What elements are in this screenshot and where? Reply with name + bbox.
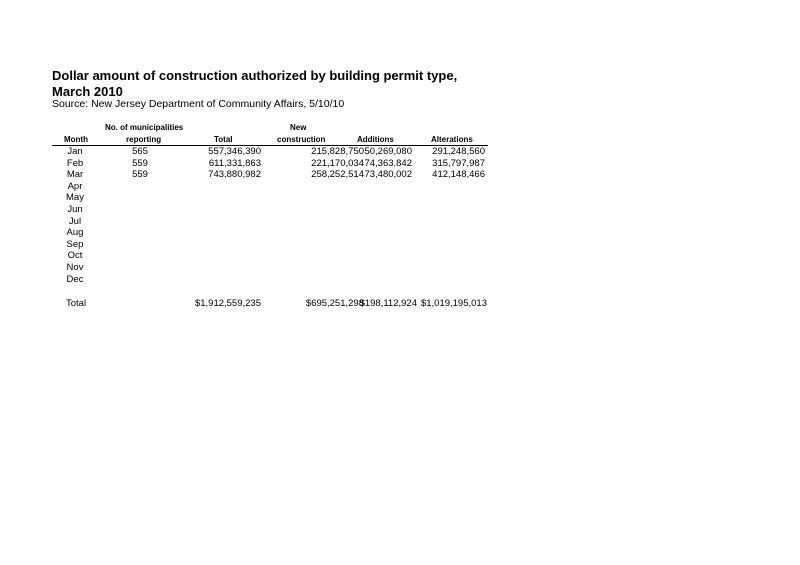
cell-alterations: 291,248,560 xyxy=(432,146,485,157)
totals-new: $695,251,298 xyxy=(305,298,364,309)
header-alterations: Alterations xyxy=(431,135,473,144)
report-title-line-1: Dollar amount of construction authorized by building permit type, xyxy=(52,68,458,83)
cell-new-construction: 221,170,034 xyxy=(311,157,364,169)
report-title xyxy=(52,68,457,100)
header-month: Month xyxy=(64,135,88,144)
report-title-line-2: March 2010 xyxy=(52,84,123,99)
header-additions: Additions xyxy=(357,135,394,144)
cell-month: Jun xyxy=(67,204,83,215)
header-new-line-1: New xyxy=(290,123,307,132)
totals-label: Total xyxy=(66,298,87,309)
cell-new-construction: 258,252,514 xyxy=(311,169,364,181)
totals-additions: $198,112,924 xyxy=(359,298,417,309)
cell-month: Dec xyxy=(66,273,84,285)
source-note: Source: New Jersey Department of Community Affairs, 5/10/10 xyxy=(52,98,345,110)
cell-additions: 73,480,002 xyxy=(364,169,412,181)
cell-month: Apr xyxy=(67,180,83,192)
cell-month: Nov xyxy=(66,262,84,273)
cell-month: May xyxy=(66,192,84,204)
cell-month: Aug xyxy=(66,227,84,239)
cell-additions: 50,269,080 xyxy=(364,146,412,157)
cell-reporting: 559 xyxy=(132,169,148,181)
cell-month: Mar xyxy=(66,169,84,181)
cell-additions: 74,363,842 xyxy=(364,157,412,169)
header-total: Total xyxy=(214,135,233,144)
cell-month: Oct xyxy=(67,250,83,262)
cell-new-construction: 215,828,750 xyxy=(311,146,364,157)
cell-total: 743,880,982 xyxy=(208,169,261,181)
header-municipalities-line-1: No. of municipalities xyxy=(105,123,184,132)
header-new-line-2: construction xyxy=(277,135,326,144)
cell-month: Jul xyxy=(68,215,82,227)
totals-total: $1,912,559,235 xyxy=(194,298,261,309)
cell-month: Jan xyxy=(67,146,83,157)
cell-alterations: 315,797,987 xyxy=(432,157,485,169)
cell-total: 611,331,863 xyxy=(208,157,261,169)
cell-reporting: 559 xyxy=(132,157,148,169)
cell-month: Sep xyxy=(66,238,84,250)
cell-month: Feb xyxy=(66,157,84,169)
cell-alterations: 412,148,466 xyxy=(432,169,485,181)
header-municipalities-line-2: reporting xyxy=(126,135,162,144)
cell-reporting: 565 xyxy=(132,146,148,157)
totals-alterations: $1,019,195,013 xyxy=(420,298,487,309)
cell-total: 557,346,390 xyxy=(208,146,261,157)
